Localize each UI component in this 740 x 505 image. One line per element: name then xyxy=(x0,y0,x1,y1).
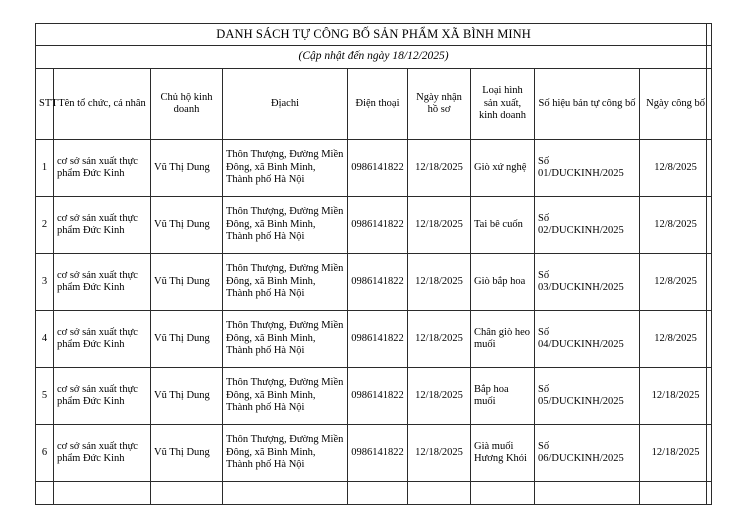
table-row xyxy=(36,140,712,197)
cell-phone: 0986141822 xyxy=(348,425,408,482)
cell-received-date xyxy=(408,482,471,505)
cell-business-type: Bắp hoa muối xyxy=(471,368,535,425)
cell-address: Thôn Thượng, Đường Miền Đông, xã Bình Minh, Thành phố Hà Nội xyxy=(223,254,348,311)
cell-address: Thôn Thượng, Đường Miền Đông, xã Bình Minh, Thành phố Hà Nội xyxy=(223,311,348,368)
cell-business-type xyxy=(471,482,535,505)
cell-stt xyxy=(36,482,54,505)
cell-address: Thôn Thượng, Đường Miền Đông, xã Bình Minh, Thành phố Hà Nội xyxy=(223,425,348,482)
cell-received-date: 12/18/2025 xyxy=(408,140,471,197)
cell-publish-date: 12/8/2025 xyxy=(640,254,712,311)
cell-received-date: 12/18/2025 xyxy=(408,254,471,311)
cell-stt: 6 xyxy=(36,425,54,482)
cell-organization: cơ sở sản xuất thực phẩm Đức Kinh xyxy=(54,254,151,311)
cell-phone: 0986141822 xyxy=(348,254,408,311)
column-header-address: Địachi xyxy=(223,69,348,140)
cell-declaration-code: Số 05/DUCKINH/2025 xyxy=(535,368,640,425)
cell-address: Thôn Thượng, Đường Miền Đông, xã Bình Minh, Thành phố Hà Nội xyxy=(223,140,348,197)
cell-received-date: 12/18/2025 xyxy=(408,368,471,425)
cell-address xyxy=(223,482,348,505)
cell-declaration-code: Số 02/DUCKINH/2025 xyxy=(535,197,640,254)
document-subtitle: (Cập nhật đến ngày 18/12/2025) xyxy=(36,46,712,69)
table-row xyxy=(36,311,712,368)
cell-received-date: 12/18/2025 xyxy=(408,311,471,368)
cell-owner: Vũ Thị Dung xyxy=(151,197,223,254)
cell-business-type: Giò bắp hoa xyxy=(471,254,535,311)
self-declaration-table xyxy=(35,23,712,505)
cell-organization xyxy=(54,482,151,505)
cell-address: Thôn Thượng, Đường Miền Đông, xã Bình Minh, Thành phố Hà Nội xyxy=(223,368,348,425)
declaration-table-wrapper xyxy=(35,23,707,505)
table-row xyxy=(36,425,712,482)
cell-publish-date: 12/18/2025 xyxy=(640,425,712,482)
cell-owner: Vũ Thị Dung xyxy=(151,425,223,482)
cell-business-type: Già muối Hương Khói xyxy=(471,425,535,482)
table-row xyxy=(36,197,712,254)
cell-phone: 0986141822 xyxy=(348,197,408,254)
document-title: DANH SÁCH TỰ CÔNG BỐ SẢN PHẨM XÃ BÌNH MINH xyxy=(36,24,712,46)
cell-phone: 0986141822 xyxy=(348,140,408,197)
cell-organization: cơ sở sản xuất thực phẩm Đức Kinh xyxy=(54,368,151,425)
table-row xyxy=(36,254,712,311)
column-header-received-date: Ngày nhận hồ sơ xyxy=(408,69,471,140)
cell-organization: cơ sở sản xuất thực phẩm Đức Kinh xyxy=(54,425,151,482)
cell-owner xyxy=(151,482,223,505)
cell-phone: 0986141822 xyxy=(348,368,408,425)
column-header-publish-date: Ngày công bố xyxy=(640,69,712,140)
cell-declaration-code: Số 01/DUCKINH/2025 xyxy=(535,140,640,197)
table-row xyxy=(36,368,712,425)
table-title-row xyxy=(36,24,712,46)
cell-publish-date: 12/8/2025 xyxy=(640,140,712,197)
cell-declaration-code: Số 04/DUCKINH/2025 xyxy=(535,311,640,368)
column-header-business-type: Loại hình sản xuất, kinh doanh xyxy=(471,69,535,140)
cell-business-type: Chân giò heo muối xyxy=(471,311,535,368)
cell-received-date: 12/18/2025 xyxy=(408,197,471,254)
cell-organization: cơ sở sản xuất thực phẩm Đức Kinh xyxy=(54,311,151,368)
table-outer-right-rule xyxy=(706,23,707,505)
cell-publish-date: 12/18/2025 xyxy=(640,368,712,425)
cell-phone xyxy=(348,482,408,505)
table-row xyxy=(36,482,712,505)
cell-stt: 1 xyxy=(36,140,54,197)
cell-owner: Vũ Thị Dung xyxy=(151,254,223,311)
cell-address: Thôn Thượng, Đường Miền Đông, xã Bình Minh, Thành phố Hà Nội xyxy=(223,197,348,254)
cell-declaration-code xyxy=(535,482,640,505)
cell-publish-date: 12/8/2025 xyxy=(640,311,712,368)
column-header-stt: STT xyxy=(36,69,54,140)
cell-owner: Vũ Thị Dung xyxy=(151,140,223,197)
table-header-row xyxy=(36,69,712,140)
table-subtitle-row xyxy=(36,46,712,69)
cell-publish-date xyxy=(640,482,712,505)
cell-owner: Vũ Thị Dung xyxy=(151,311,223,368)
cell-publish-date: 12/8/2025 xyxy=(640,197,712,254)
cell-stt: 2 xyxy=(36,197,54,254)
cell-stt: 5 xyxy=(36,368,54,425)
cell-stt: 3 xyxy=(36,254,54,311)
column-header-declaration-code: Số hiệu bản tự công bố xyxy=(535,69,640,140)
cell-business-type: Giò xứ nghệ xyxy=(471,140,535,197)
cell-declaration-code: Số 03/DUCKINH/2025 xyxy=(535,254,640,311)
cell-organization: cơ sở sản xuất thực phẩm Đức Kinh xyxy=(54,197,151,254)
cell-business-type: Tai bê cuốn xyxy=(471,197,535,254)
column-header-owner: Chủ hộ kinh doanh xyxy=(151,69,223,140)
cell-received-date: 12/18/2025 xyxy=(408,425,471,482)
cell-phone: 0986141822 xyxy=(348,311,408,368)
cell-owner: Vũ Thị Dung xyxy=(151,368,223,425)
cell-organization: cơ sở sản xuất thực phẩm Đức Kinh xyxy=(54,140,151,197)
column-header-phone: Điện thoại xyxy=(348,69,408,140)
cell-stt: 4 xyxy=(36,311,54,368)
column-header-organization: Tên tổ chức, cá nhân xyxy=(54,69,151,140)
cell-declaration-code: Số 06/DUCKINH/2025 xyxy=(535,425,640,482)
